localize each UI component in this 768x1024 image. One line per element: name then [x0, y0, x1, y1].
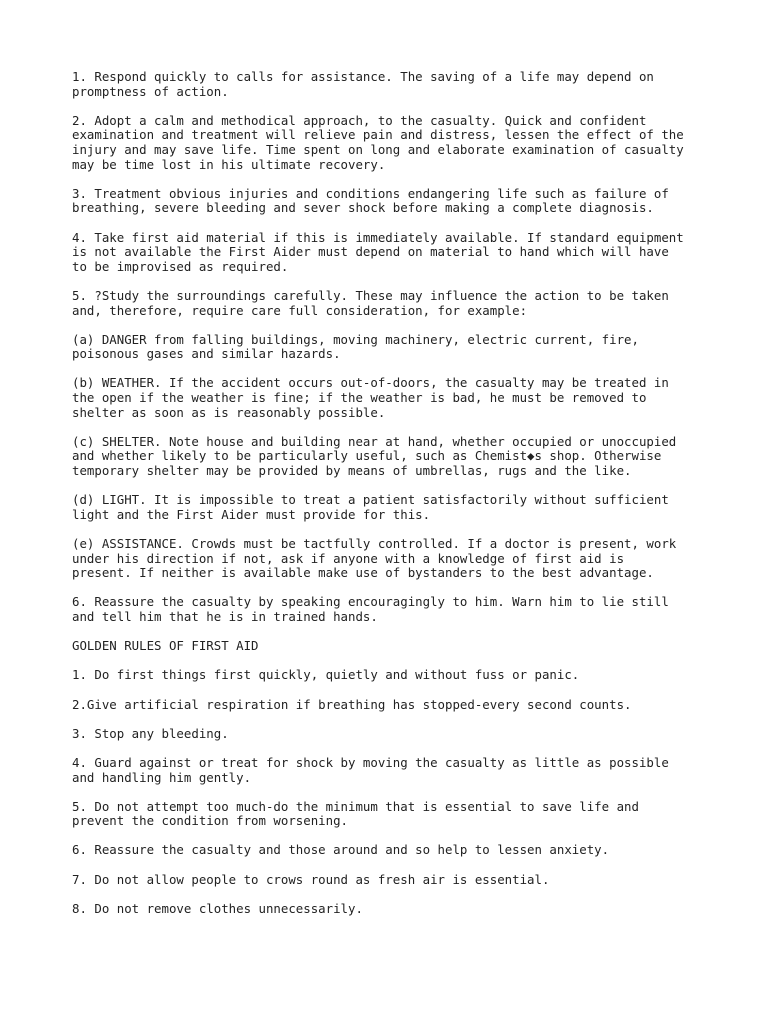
- text-line: and whether likely to be particularly useful, such as Chemist◆s shop. Otherwise: [72, 448, 662, 464]
- text-line: prevent the condition from worsening.: [72, 813, 349, 829]
- text-line: present. If neither is available make use of bystanders to the best advantage.: [72, 565, 654, 581]
- text-line: injury and may save life. Time spent on long and elaborate examination of casualty: [72, 141, 684, 157]
- text-line: 1. Do first things first quickly, quietly and without fuss or panic.: [72, 667, 580, 683]
- paragraph-respond-quickly: [72, 70, 702, 99]
- text-line: 8. Do not remove clothes unnecessarily.: [72, 900, 363, 916]
- paragraph-rule-5: [72, 800, 702, 829]
- text-line: 4. Guard against or treat for shock by moving the casualty as little as possible: [72, 754, 669, 770]
- text-line: 2. Adopt a calm and methodical approach, to the casualty. Quick and confident: [72, 112, 647, 128]
- text-line: (c) SHELTER. Note house and building near at hand, whether occupied or unoccupied: [72, 433, 677, 449]
- text-line: 1. Respond quickly to calls for assistance. The saving of a life may depend on: [72, 69, 654, 84]
- text-line: poisonous gases and similar hazards.: [72, 346, 341, 362]
- text-line: and handling him gently.: [72, 769, 252, 785]
- text-line: 5. ?Study the surroundings carefully. These may influence the action to be taken: [72, 287, 669, 303]
- text-line: breathing, severe bleeding and sever shock before making a complete diagnosis.: [72, 200, 654, 216]
- text-line: 6. Reassure the casualty and those around and so help to lessen anxiety.: [72, 842, 610, 858]
- text-line: GOLDEN RULES OF FIRST AID: [72, 638, 259, 654]
- paragraph-shelter: [72, 435, 702, 479]
- paragraph-rule-3: [72, 727, 702, 742]
- text-line: to be improvised as required.: [72, 258, 289, 274]
- paragraph-rule-7: [72, 873, 702, 888]
- text-line: under his direction if not, ask if anyone with a knowledge of first aid is: [72, 550, 625, 566]
- text-line: the open if the weather is fine; if the weather is bad, he must be removed to: [72, 390, 647, 406]
- text-line: 2.Give artificial respiration if breathing has stopped-every second counts.: [72, 696, 632, 712]
- text-line: shelter as soon as is reasonably possible.: [72, 404, 386, 420]
- paragraph-study-surroundings: [72, 289, 702, 318]
- paragraph-light: [72, 493, 702, 522]
- paragraph-rule-1: [72, 668, 702, 683]
- paragraph-danger: [72, 333, 702, 362]
- text-line: 7. Do not allow people to crows round as fresh air is essential.: [72, 871, 550, 887]
- paragraph-reassure: [72, 595, 702, 624]
- text-line: may be time lost in his ultimate recovery.: [72, 156, 386, 172]
- text-line: temporary shelter may be provided by means of umbrellas, rugs and the like.: [72, 463, 632, 479]
- text-line: (e) ASSISTANCE. Crowds must be tactfully controlled. If a doctor is present, work: [72, 536, 677, 551]
- text-line: 3. Stop any bleeding.: [72, 725, 229, 741]
- text-line: 6. Reassure the casualty by speaking encouragingly to him. Warn him to lie still: [72, 594, 669, 610]
- document-body: [72, 70, 702, 931]
- text-line: 3. Treatment obvious injuries and conditions endangering life such as failure of: [72, 185, 669, 201]
- text-line: light and the First Aider must provide for this.: [72, 506, 431, 522]
- text-line: 5. Do not attempt too much-do the minimum that is essential to save life and: [72, 798, 639, 814]
- paragraph-calm-approach: [72, 114, 702, 172]
- paragraph-rule-4: [72, 756, 702, 785]
- paragraph-golden-rules-heading: [72, 639, 702, 654]
- text-line: and tell him that he is in trained hands.: [72, 608, 378, 624]
- text-line: (a) DANGER from falling buildings, moving machinery, electric current, fire,: [72, 331, 639, 347]
- text-line: (d) LIGHT. It is impossible to treat a patient satisfactorily without sufficient: [72, 492, 669, 508]
- paragraph-rule-8: [72, 902, 702, 917]
- paragraph-rule-6: [72, 843, 702, 858]
- text-line: is not available the First Aider must depend on material to hand which will have: [72, 244, 669, 260]
- text-line: (b) WEATHER. If the accident occurs out-of-doors, the casualty may be treated in: [72, 375, 669, 391]
- paragraph-treat-obvious: [72, 187, 702, 216]
- paragraph-first-aid-material: [72, 231, 702, 275]
- paragraph-rule-2: [72, 698, 702, 713]
- paragraph-assistance: [72, 537, 702, 581]
- text-line: 4. Take first aid material if this is immediately available. If standard equipment: [72, 229, 684, 245]
- paragraph-weather: [72, 376, 702, 420]
- text-line: promptness of action.: [72, 83, 229, 99]
- text-line: examination and treatment will relieve pain and distress, lessen the effect of the: [72, 127, 684, 143]
- text-line: and, therefore, require care full consideration, for example:: [72, 302, 528, 318]
